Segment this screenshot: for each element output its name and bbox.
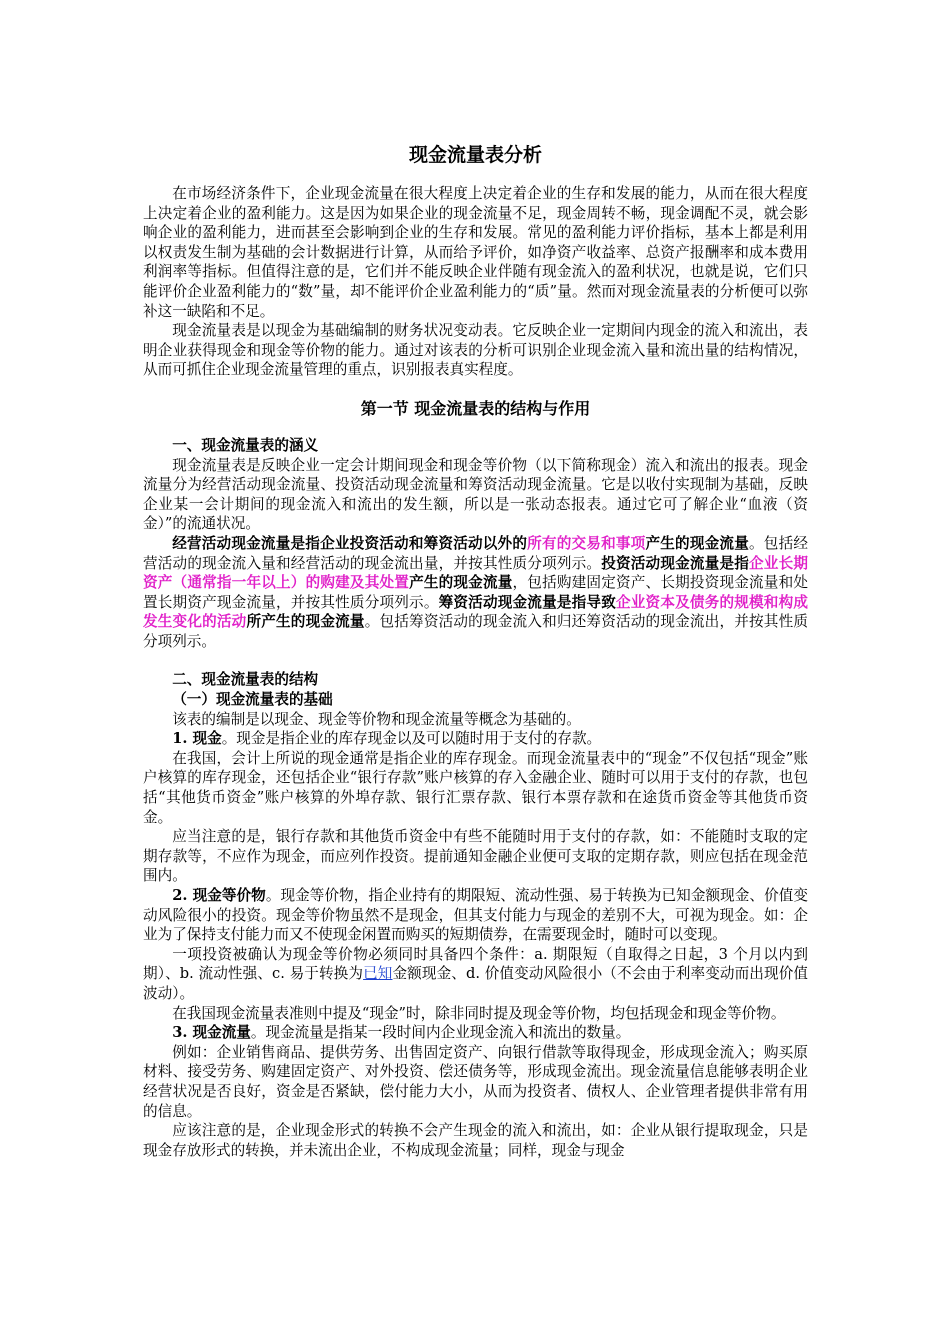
- cash-text: 。现金是指企业的库存现金以及可以随时用于支付的存款。: [221, 730, 602, 748]
- investing-text: ，包括购建固定资产、长期投资现金流量和处置长期资产现金流量，并按其性质分项列示。: [143, 574, 808, 611]
- document-page: [143, 130, 808, 1160]
- spacer: [143, 651, 808, 670]
- activity-definitions-paragraph: [143, 534, 808, 652]
- conditions-text-a: 一项投资被确认为现金等价物必须同时具备四个条件：a. 期限短（自取得之日起，3 个月以内到期）、b. 流动性强、c. 易于转换为: [143, 945, 808, 983]
- investing-highlight: 企业长期资产（通常指一年以上）的购建及其处置: [143, 554, 808, 592]
- equivalent-paragraph-3: 在我国现金流量表准则中提及“现金”时，除非同时提及现金等价物，均包括现金和现金等价物。: [172, 1004, 786, 1022]
- equivalent-conditions-paragraph: [143, 945, 808, 1004]
- investing-label: 投资活动现金流量是指: [601, 554, 750, 572]
- document-title: 现金流量表分析: [408, 144, 542, 166]
- subsection-heading-structure: 二、现金流量表的结构: [172, 671, 319, 689]
- operating-text: 。包括经营活动的现金流入量和经营活动的现金流出量，并按其性质分项列示。: [143, 534, 808, 572]
- subsection-heading-definition: 一、现金流量表的涵义: [172, 436, 319, 454]
- equivalent-label: 2. 现金等价物: [172, 887, 266, 904]
- cash-paragraph-3: 应当注意的是，银行存款和其他货币资金中有些不能随时用于支付的存款，如：不能随时支取的定期存款等，不应作为现金，而应列作投资。提前通知金融企业便可支取的定期存款，则应包括在现金范围内。: [143, 828, 808, 885]
- known-amount-link[interactable]: 已知: [363, 965, 393, 983]
- definition-paragraph: 现金流量表是反映企业一定会计期间现金和现金等价物（以下简称现金）流入和流出的报表。现金流量分为经营活动现金流量、投资活动现金流量和筹资活动现金流量。它是以收付实现制为基础，反映企业某一会计期间的现金流入和流出的发生额，所以是一张动态报表。通过它可了解企业“血液（资金）”的流通状况。: [143, 456, 808, 533]
- financing-label: 筹资活动现金流量是指导致: [438, 593, 616, 611]
- cash-paragraph: [143, 729, 808, 749]
- financing-label-end: 所产生的现金流量: [246, 613, 365, 631]
- operating-highlight: 所有的交易和事项: [527, 534, 646, 552]
- financing-text: 。包括筹资活动的现金流入和归还筹资活动的现金流出，并按其性质分项列示。: [143, 613, 808, 650]
- financing-highlight: 企业资本及债务的规模和构成发生变化的活动: [143, 593, 808, 631]
- basis-paragraph: 该表的编制是以现金、现金等价物和现金流量等概念为基础的。: [172, 710, 581, 728]
- cash-paragraph-2: 在我国，会计上所说的现金通常是指企业的库存现金。而现金流量表中的“现金”不仅包括“现金”账户核算的库存现金，还包括企业“银行存款”账户核算的存入金融企业、随时可以用于支付的存款，也包括“其他货币资金”账户核算的外埠存款、银行汇票存款、银行本票存款和在途货币资金等其他货币资金。: [143, 749, 808, 826]
- intro-paragraph-1: 在市场经济条件下，企业现金流量在很大程度上决定着企业的生存和发展的能力，从而在很大程度上决定着企业的盈利能力。这是因为如果企业的现金流量不足，现金周转不畅，现金调配不灵，就会影响企业的盈利能力，进而甚至会影响到企业的生存和发展。常见的盈利能力评价指标，基本上都是利用以权责发生制为基础的会计数据进行计算，从而给予评价，如净资产收益率、总资产报酬率和成本费用利润率等指标。但值得注意的是，它们并不能反映企业伴随有现金流入的盈利状况，也就是说，它们只能评价企业盈利能力的“数”量，却不能评价企业盈利能力的“质”量。然而对现金流量表的分析便可以弥补这一缺陷和不足。: [143, 185, 808, 320]
- cash-flow-label: 3. 现金流量: [172, 1024, 251, 1042]
- operating-label-end: 产生的现金流量: [645, 534, 749, 552]
- cash-flow-paragraph: [143, 1023, 808, 1043]
- cash-flow-paragraph-2: 例如：企业销售商品、提供劳务、出售固定资产、向银行借款等取得现金，形成现金流入；购买原材料、接受劳务、购建固定资产、对外投资、偿还债务等，形成现金流出。现金流量信息能够表明企业经营状况是否良好，资金是否紧缺，偿付能力大小，从而为投资者、债权人、企业管理者提供非常有用的信息。: [143, 1043, 808, 1120]
- cash-flow-paragraph-3: 应该注意的是，企业现金形式的转换不会产生现金的流入和流出，如：企业从银行提取现金，只是现金存放形式的转换，并未流出企业，不构成现金流量；同样，现金与现金: [143, 1122, 808, 1159]
- equivalent-paragraph: [143, 886, 808, 945]
- cash-label: 1. 现金: [172, 730, 222, 748]
- operating-label: 经营活动现金流量是指企业投资活动和筹资活动以外的: [172, 534, 528, 552]
- equivalent-text: 。现金等价物，指企业持有的期限短、流动性强、易于转换为已知金额现金、价值变动风险很小的投资。现金等价物虽然不是现金，但其支付能力与现金的差别不大，可视为现金。如：企业为了保持支付能力而又不使现金闲置而购买的短期债券，在需要现金时，随时可以变现。: [143, 887, 808, 944]
- section-heading: 第一节 现金流量表的结构与作用: [360, 398, 591, 418]
- subsubsection-heading-basis: （一）现金流量表的基础: [172, 691, 333, 709]
- investing-label-end: 产生的现金流量: [409, 574, 513, 592]
- conditions-text-b: 金额现金、d. 价值变动风险很小（不会由于利率变动而出现价值波动）。: [143, 965, 808, 1002]
- cash-flow-text: 。现金流量是指某一段时间内企业现金流入和流出的数量。: [250, 1024, 631, 1042]
- intro-paragraph-2: 现金流量表是以现金为基础编制的财务状况变动表。它反映企业一定期间内现金的流入和流出，表明企业获得现金和现金等价物的能力。通过对该表的分析可识别企业现金流入量和流出量的结构情况，从而可抓住企业现金流量管理的重点，识别报表真实程度。: [143, 322, 808, 379]
